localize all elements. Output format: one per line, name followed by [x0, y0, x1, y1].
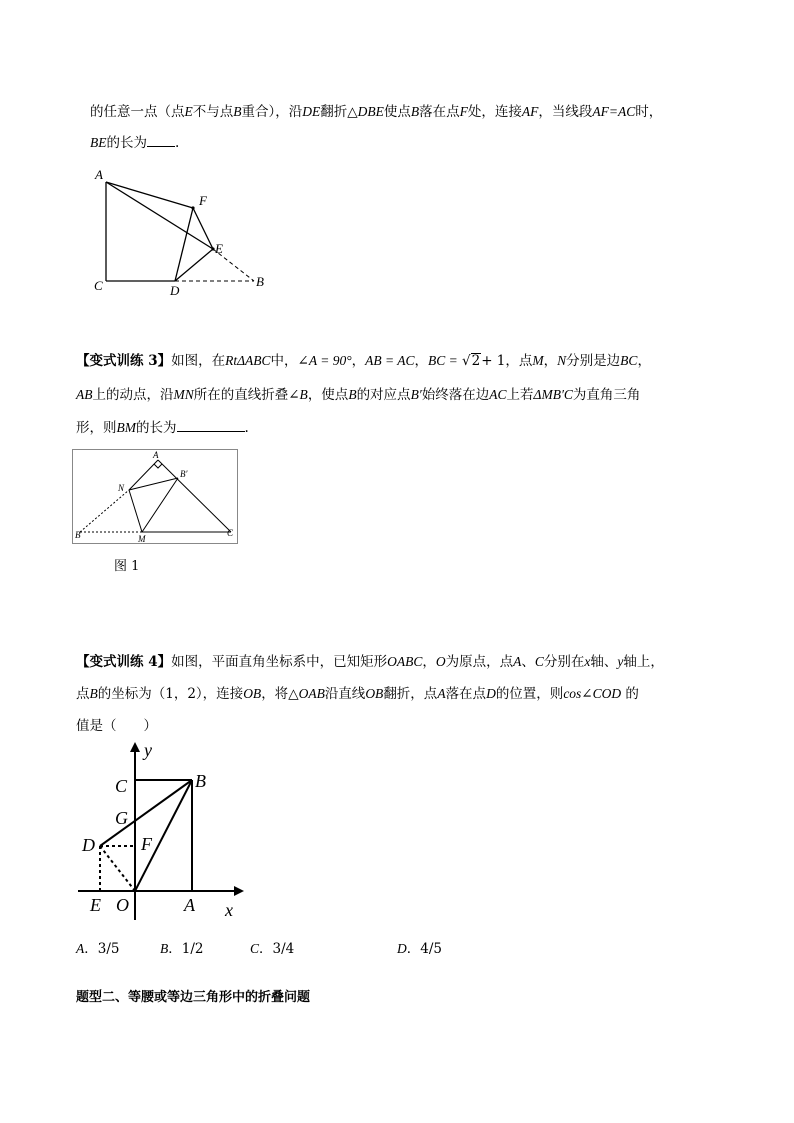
figure-caption: 图 1 [114, 559, 140, 574]
label-N: N [118, 483, 125, 493]
problem-text-line: 【变式训练 3】如图，在RtΔABC中，∠A = 90°，AB = AC，BC = √2+ 1，点M，N分别是边BC， [76, 353, 651, 369]
answer-blank [177, 419, 245, 432]
segment-FD [175, 208, 193, 281]
label-x: x [225, 900, 233, 920]
label-B: B [256, 274, 264, 289]
label-A: A [95, 167, 103, 182]
segment-NM [129, 490, 142, 532]
problem-text-line: BE的长为 . [90, 135, 180, 151]
problem-text-line: 形，则BM的长为 . [76, 420, 249, 436]
label-C: C [94, 278, 103, 293]
segment-AN [129, 460, 158, 490]
label-E: E [215, 241, 223, 256]
segment-BprimeM [142, 478, 178, 532]
problem-text-line: AB上的动点，沿MN所在的直线折叠∠B，使点B的对应点B′始终落在边AC上若ΔMB′C为直角三角 [76, 387, 641, 403]
y-axis-arrow-icon [130, 742, 140, 752]
label-D: D [170, 283, 180, 298]
label-F: F [141, 834, 152, 854]
problem-text-line: 【变式训练 4】如图，平面直角坐标系中，已知矩形OABC，O为原点，点A、C分别在x轴、y轴上， [76, 654, 664, 670]
segment-AF [106, 182, 193, 208]
label-C: C [115, 776, 128, 796]
problem-text-line: 点B的坐标为（1，2），连接OB，将△OAB沿直线OB翻折，点A落在点D的位置，则cos∠COD 的 [76, 686, 639, 702]
label-y: y [144, 740, 152, 760]
label-D: D [82, 835, 95, 855]
segment-AC [158, 460, 231, 532]
figure-coordinate-plane [78, 740, 258, 925]
figure-right-triangle-fold [73, 450, 237, 543]
label-A: A [153, 450, 159, 460]
choice-d: D．4/5 [397, 941, 442, 957]
exercise-tag: 【变式训练 4】 [76, 654, 172, 670]
label-M: M [138, 534, 146, 543]
figure-fold-triangle [88, 165, 278, 300]
label-B: B [195, 771, 206, 791]
label-F: F [199, 193, 207, 208]
exercise-tag: 【变式训练 3】 [76, 353, 172, 369]
label-B: B [75, 530, 81, 540]
problem-text-line: 的任意一点（点E不与点B重合），沿DE翻折△DBE使点B落在点F处，连接AF，当线段AF=AC时， [90, 104, 663, 120]
right-angle-mark [154, 464, 162, 468]
answer-blank [147, 134, 175, 147]
dashed-DO [100, 846, 135, 891]
label-Bprime: B′ [180, 469, 188, 479]
choice-a: A．3/5 [76, 941, 120, 957]
label-E: E [90, 895, 101, 915]
segment-DE [175, 249, 213, 281]
x-axis-arrow-icon [234, 886, 244, 896]
label-A: A [184, 895, 195, 915]
dotted-BN [80, 490, 129, 532]
figure-frame [72, 449, 238, 544]
label-O: O [116, 895, 129, 915]
point-F [191, 206, 194, 209]
problem-text-line: 值是（ ） [76, 718, 157, 734]
label-C: C [227, 528, 234, 538]
section-heading: 题型二、等腰或等边三角形中的折叠问题 [76, 990, 311, 1005]
choice-b: B．1/2 [160, 941, 204, 957]
choice-c: C．3/4 [250, 941, 295, 957]
label-G: G [115, 808, 128, 828]
